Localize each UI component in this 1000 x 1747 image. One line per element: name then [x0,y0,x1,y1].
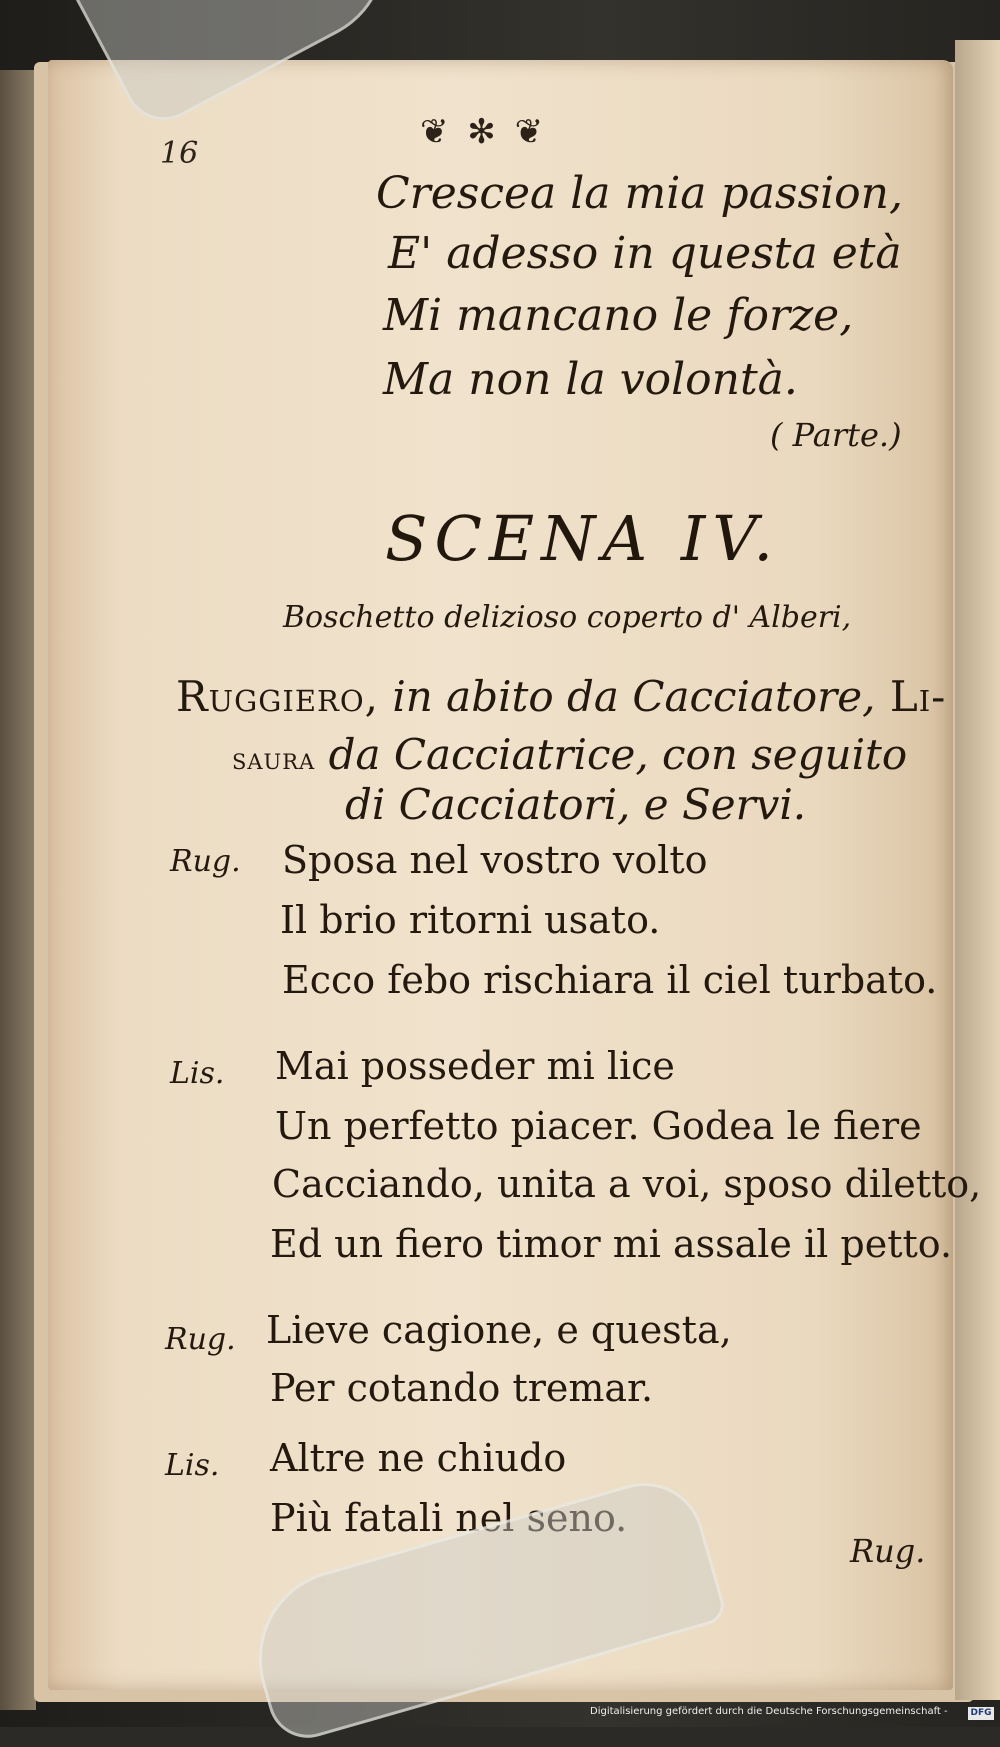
cast-description: in abito da Cacciatore, [378,672,876,721]
speech-line: Più fatali nel seno. [270,1496,628,1540]
speaker-label: Lis. [165,1448,220,1483]
verse-line: Crescea la mia passion, [376,168,903,219]
scene-setting: Boschetto delizioso coperto d' Alberi, [283,600,852,635]
catchword: Rug. [850,1532,926,1570]
speech-line: Per cotando tremar. [270,1366,654,1410]
page-number: 16 [160,136,199,171]
cast-name-lisaura-start: Li- [875,672,947,721]
dfg-logo: DFG [968,1707,994,1720]
book-left-edge [0,70,36,1710]
cast-name-lisaura-end: saura [232,742,316,777]
speech-line: Altre ne chiudo [270,1436,567,1480]
speech-line: Sposa nel vostro volto [282,838,708,882]
speech-line: Ed un fiero timor mi assale il petto. [270,1222,953,1266]
speaker-label: Lis. [170,1056,225,1091]
speech-line: Lieve cagione, e questa, [266,1308,732,1352]
speaker-label: Rug. [170,844,241,879]
speech-line: Un perfetto piacer. Godea le fiere [275,1104,922,1148]
header-ornament: ❦ ✻ ❦ [420,112,548,152]
facing-page-edge [955,40,1000,1700]
speech-line: Cacciando, unita a voi, sposo diletto, [272,1162,982,1206]
cast-line-1 [176,672,946,721]
cast-description: da Cacciatrice, con seguito [315,730,908,779]
verse-line: Mi mancano le forze, [383,290,854,341]
speech-line: Ecco febo rischiara il ciel turbato. [282,958,938,1002]
speaker-label: Rug. [165,1322,236,1357]
cast-line-3: di Cacciatori, e Servi. [345,780,807,829]
speech-line: Mai posseder mi lice [275,1044,675,1088]
cast-name-ruggiero: Ruggiero, [176,672,379,721]
verse-line: E' adesso in questa età [388,228,902,279]
digitization-credit: Digitalisierung gefördert durch die Deutsche Forschungsgemeinschaft - [590,1706,948,1717]
stage-direction-exit: ( Parte.) [770,416,902,454]
scene-heading: SCENA IV. [385,502,781,575]
speech-line: Il brio ritorni usato. [280,898,661,942]
cast-line-2 [232,730,907,779]
verse-line: Ma non la volontà. [383,354,798,405]
